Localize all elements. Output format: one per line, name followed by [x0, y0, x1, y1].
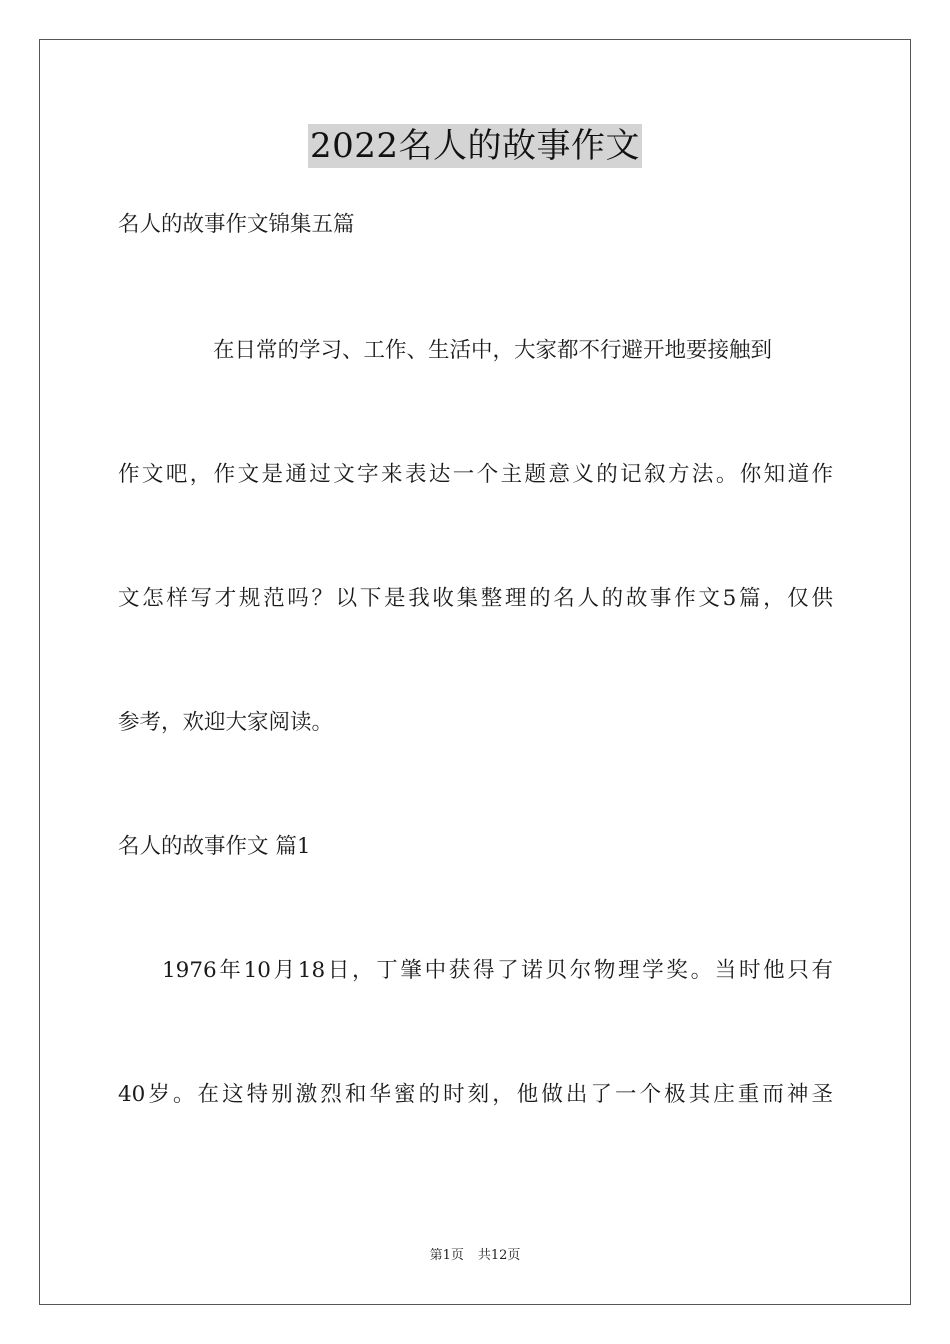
section-line-2: 40岁。在这特别激烈和华蜜的时刻，他做出了一个极其庄重而神圣: [118, 1082, 833, 1107]
intro-line-3: 文怎样写才规范吗？以下是我收集整理的名人的故事作文5篇，仅供: [118, 586, 833, 611]
intro-line-1: 在日常的学习、工作、生活中，大家都不行避开地要接触到: [213, 338, 773, 363]
section-line-1: 1976年10月18日，丁肇中获得了诺贝尔物理学奖。当时他只有: [162, 958, 833, 983]
page-total: 共12页: [477, 1248, 521, 1263]
document-title: 2022名人的故事作文: [309, 126, 641, 166]
intro-line-2: 作文吧，作文是通过文字来表达一个主题意义的记叙方法。你知道作: [118, 462, 833, 487]
page-footer: [0, 1246, 950, 1266]
intro-line-4: 参考，欢迎大家阅读。: [118, 710, 334, 735]
title-container: [0, 124, 950, 168]
section-heading: 名人的故事作文 篇1: [118, 834, 311, 859]
document-subtitle: 名人的故事作文锦集五篇: [118, 212, 355, 237]
page-number: 第1页: [429, 1248, 464, 1263]
